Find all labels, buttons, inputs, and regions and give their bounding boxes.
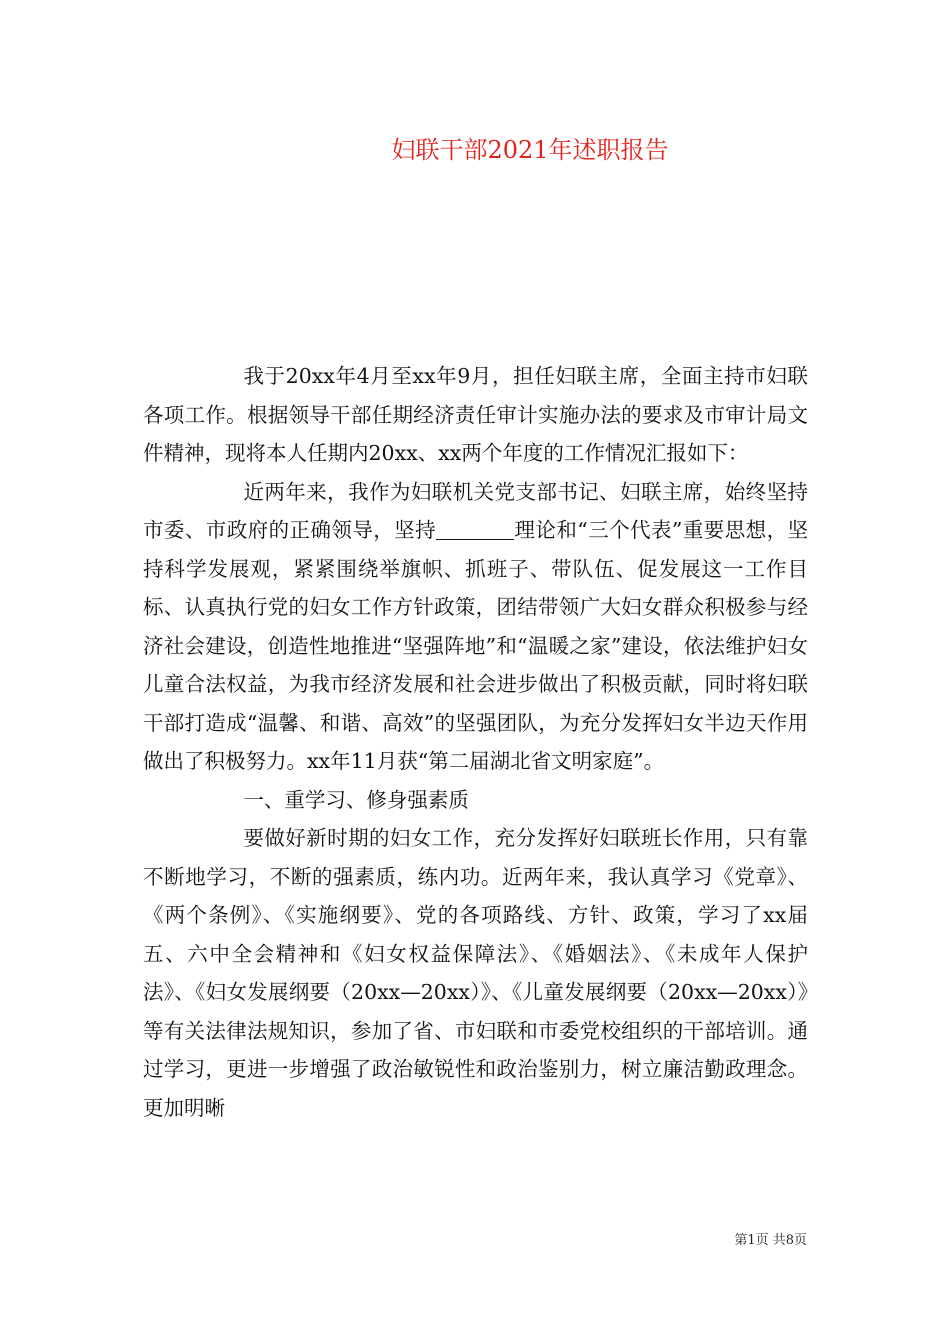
document-body [143, 357, 808, 1127]
paragraph-intro: 我于20xx年4月至xx年9月，担任妇联主席，全面主持市妇联各项工作。根据领导干部任期经济责任审计实施办法的要求及市审计局文件精神，现将本人任期内20xx、xx两个年度的工作情况汇报如下： [143, 364, 808, 465]
paragraph-summary [143, 473, 808, 781]
section-heading-1: 一、重学习、修身强素质 [243, 787, 469, 812]
paragraph-summary-part1: 近两年来，我作为妇联机关党支部书记、妇联主席，始终坚持市委、市政府的正确领导，坚持 [143, 479, 808, 542]
paragraph-study: 要做好新时期的妇女工作，充分发挥好妇联班长作用，只有靠不断地学习，不断的强素质，练内功。近两年来，我认真学习《党章》、《两个条例》、《实施纲要》、党的各项路线、方针、政策，学习了xx届五、六中全会精神和《妇女权益保障法》、《婚姻法》、《未成年人保护法》、《妇女发展纲要（20xx—20xx）》、《儿童发展纲要（20xx—20xx）》等有关法律法规知识，参加了省、市妇联和市委党校组织的干部培训。通过学习，更进一步增强了政治敏锐性和政治鉴别力，树立廉洁勤政理念。更加明晰 [143, 826, 808, 1120]
document-title: 妇联干部2021年述职报告 [391, 136, 669, 164]
paragraph-summary-part2: 理论和“三个代表”重要思想，坚持科学发展观，紧紧围绕举旗帜、抓班子、带队伍、促发展这一工作目标、认真执行党的妇女工作方针政策，团结带领广大妇女群众积极参与经济社会建设，创造性地推进“坚强阵地”和“温暖之家”建设，依法维护妇女儿童合法权益，为我市经济发展和社会进步做出了积极贡献，同时将妇联干部打造成“温馨、和谐、高效”的坚强团队，为充分发挥妇女半边天作用做出了积极努力。xx年11月获“第二届湖北省文明家庭”。 [143, 518, 809, 773]
blank-underline [436, 519, 514, 541]
page-footer: 第1页 共8页 [734, 1233, 807, 1248]
